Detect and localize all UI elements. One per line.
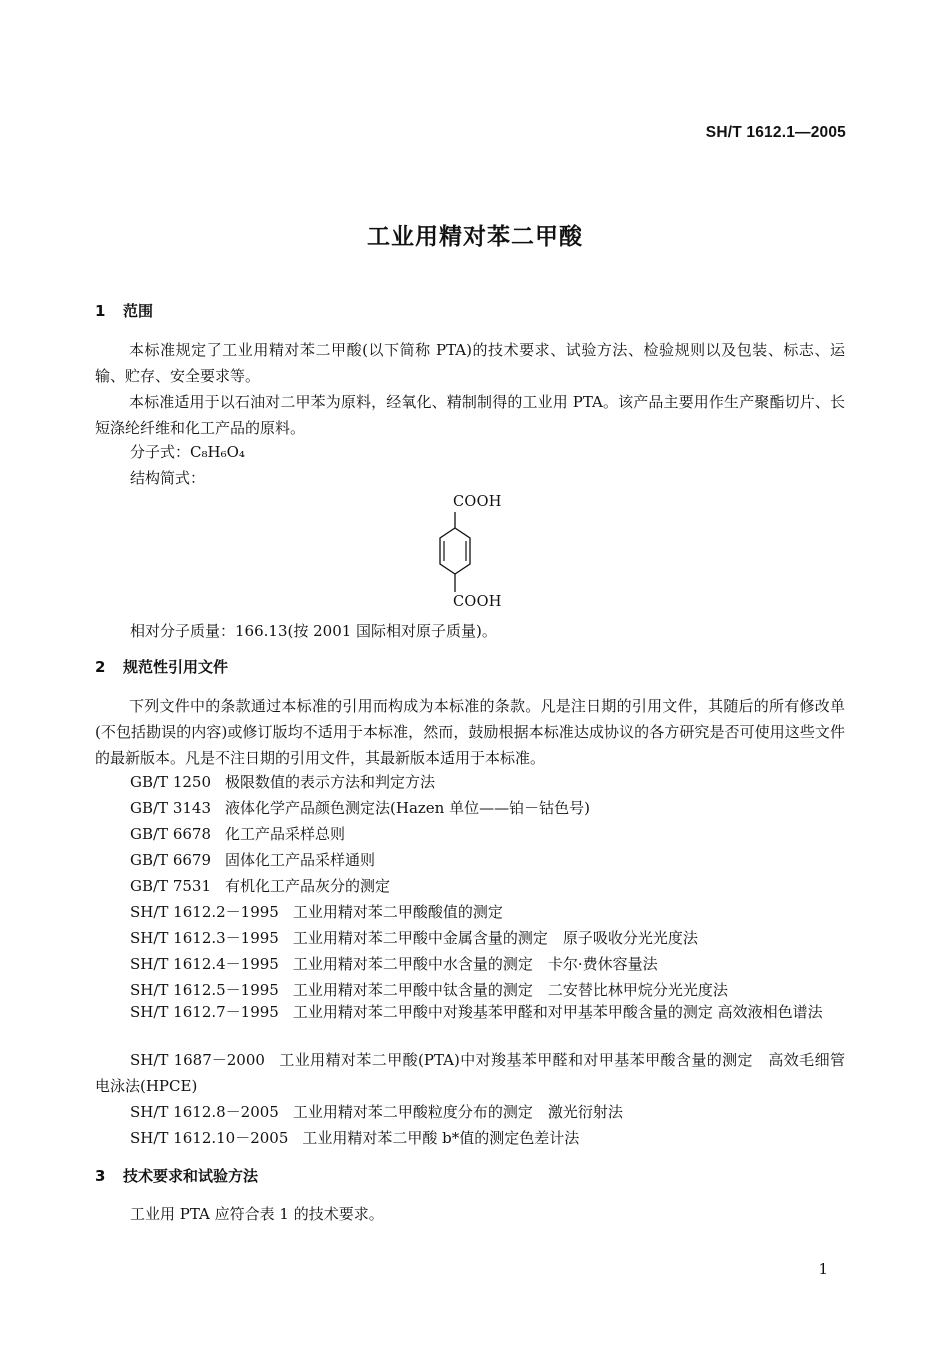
molecular-formula — [130, 441, 245, 462]
carboxyl-group-top: COOH — [453, 494, 502, 510]
reference-code: GB/T 3143 — [130, 799, 212, 817]
reference-code: SH/T 1612.7－1995 — [130, 1003, 279, 1021]
section-title: 范围 — [123, 302, 154, 320]
formula-label: 分子式： — [130, 443, 191, 461]
reference-title: 工业用精对苯二甲酸中对羧基苯甲醛和对甲基苯甲酸含量的测定 高效液相色谱法 — [292, 1003, 823, 1021]
reference-code: SH/T 1612.10－2005 — [130, 1129, 289, 1147]
reference-code: SH/T 1612.4－1995 — [130, 955, 279, 973]
section-2-heading — [95, 656, 228, 677]
reference-item — [130, 849, 375, 870]
carboxyl-group-bottom: COOH — [453, 594, 502, 610]
reference-code: SH/T 1612.2－1995 — [130, 903, 279, 921]
section-title: 技术要求和试验方法 — [123, 1167, 259, 1185]
page-number: 1 — [818, 1260, 828, 1278]
structure-label: 结构简式： — [130, 469, 206, 487]
reference-title: 工业用精对苯二甲酸(PTA)中对羧基苯甲醛和对甲基苯甲酸含量的测定 高效毛细管电泳法(HPCE) — [95, 1051, 845, 1095]
reference-item — [95, 1047, 845, 1099]
section-3-text: 工业用 PTA 应符合表 1 的技术要求。 — [130, 1205, 384, 1223]
reference-title: 工业用精对苯二甲酸 b*值的测定色差计法 — [302, 1129, 580, 1147]
reference-code: GB/T 7531 — [130, 877, 212, 895]
references-intro: 下列文件中的条款通过本标准的引用而构成为本标准的条款。凡是注日期的引用文件，其随后的所有修改单(不包括勘误的内容)或修订版均不适用于本标准，然而，鼓励根据本标准达成协议的各方研究是否可使用这些文件的最新版本。凡是不注日期的引用文件，其最新版本适用于本标准。 — [95, 697, 845, 767]
reference-title: 工业用精对苯二甲酸粒度分布的测定 激光衍射法 — [292, 1103, 623, 1121]
reference-item — [130, 927, 698, 948]
reference-title: 工业用精对苯二甲酸中水含量的测定 卡尔·费休容量法 — [292, 955, 658, 973]
section-1-heading — [95, 300, 153, 321]
reference-title: 有机化工产品灰分的测定 — [225, 877, 391, 895]
document-title: 工业用精对苯二甲酸 — [367, 224, 583, 250]
benzene-ring-diagram — [430, 508, 480, 598]
reference-item — [130, 1101, 623, 1122]
section-3-heading — [95, 1165, 258, 1186]
reference-item — [130, 953, 658, 974]
reference-item — [130, 979, 728, 1000]
reference-item — [130, 1127, 579, 1148]
reference-code: SH/T 1612.5－1995 — [130, 981, 279, 999]
reference-item — [130, 771, 435, 792]
reference-item — [130, 875, 390, 896]
reference-title: 液体化学产品颜色测定法(Hazen 单位——铂－钴色号) — [225, 799, 590, 817]
section-number: 3 — [95, 1167, 106, 1185]
reference-code: SH/T 1612.3－1995 — [130, 929, 279, 947]
reference-title: 工业用精对苯二甲酸中钛含量的测定 二安替比林甲烷分光光度法 — [292, 981, 728, 999]
reference-item — [130, 901, 503, 922]
reference-title: 极限数值的表示方法和判定方法 — [225, 773, 436, 791]
reference-item — [130, 823, 345, 844]
reference-item — [95, 999, 845, 1025]
molecular-mass: 相对分子质量：166.13(按 2001 国际相对原子质量)。 — [130, 622, 497, 640]
formula-value: C₈H₆O₄ — [190, 443, 245, 461]
reference-title: 工业用精对苯二甲酸酸值的测定 — [292, 903, 503, 921]
reference-code: GB/T 6679 — [130, 851, 212, 869]
standard-id: SH/T 1612.1—2005 — [705, 124, 846, 141]
section-number: 1 — [95, 302, 106, 320]
reference-code: GB/T 6678 — [130, 825, 212, 843]
scope-paragraph-2: 本标准适用于以石油对二甲苯为原料，经氧化、精制制得的工业用 PTA。该产品主要用作生产聚酯切片、长短涤纶纤维和化工产品的原料。 — [95, 393, 845, 437]
reference-code: SH/T 1612.8－2005 — [130, 1103, 279, 1121]
reference-code: GB/T 1250 — [130, 773, 212, 791]
reference-item — [130, 797, 590, 818]
scope-paragraph-1: 本标准规定了工业用精对苯二甲酸(以下简称 PTA)的技术要求、试验方法、检验规则以及包装、标志、运输、贮存、安全要求等。 — [95, 341, 845, 385]
reference-title: 化工产品采样总则 — [225, 825, 346, 843]
reference-title: 工业用精对苯二甲酸中金属含量的测定 原子吸收分光光度法 — [292, 929, 698, 947]
section-number: 2 — [95, 658, 106, 676]
reference-title: 固体化工产品采样通则 — [225, 851, 376, 869]
section-title: 规范性引用文件 — [123, 658, 229, 676]
reference-code: SH/T 1687－2000 — [130, 1051, 265, 1069]
